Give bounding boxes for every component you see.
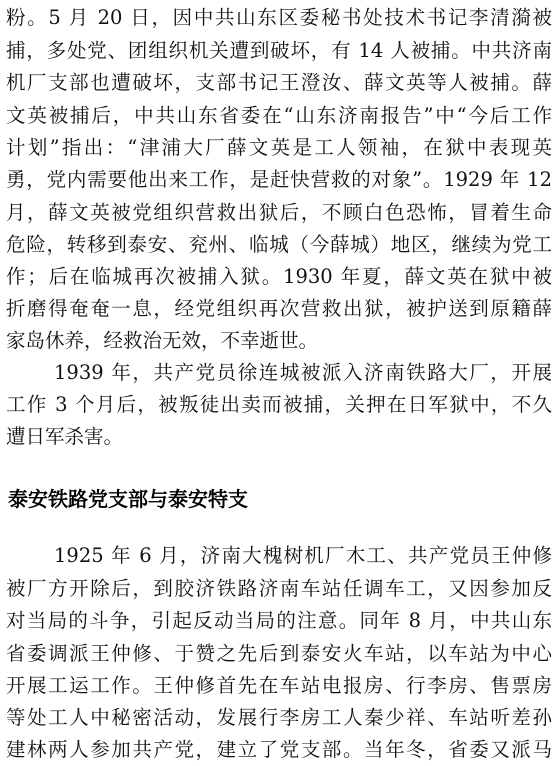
text-line: 工作 3 个月后，被叛徒出卖而被捕，关押在日军狱中，不久 (6, 393, 552, 416)
text-line: 对当局的斗争，引起反动当局的注意。同年 8 月，中共山东 (6, 609, 552, 632)
section-heading: 泰安铁路党支部与泰安特支 (8, 487, 248, 511)
text-line: 勇，党内需要他出来工作，是赶快营救的对象”。1929 年 12 (6, 168, 552, 191)
text-line: 家岛休养，经救治无效，不幸逝世。 (6, 329, 319, 352)
text-line: 折磨得奄奄一息，经党组织再次营救出狱，被护送到原籍薛 (6, 297, 552, 320)
text-line: 开展工运工作。王仲修首先在车站电报房、行李房、售票房 (6, 674, 552, 697)
text-line: 遭日军杀害。 (6, 425, 124, 448)
text-line: 等处工人中秘密活动，发展行李房工人秦少祥、车站听差孙 (6, 706, 552, 729)
text-line: 作；后在临城再次被捕入狱。1930 年夏，薛文英在狱中被 (6, 265, 552, 288)
text-line: 月，薛文英被党组织营救出狱后，不顾白色恐怖，冒着生命 (6, 201, 552, 224)
text-line: 粉。5 月 20 日，因中共山东区委秘书处技术书记李清漪被 (6, 6, 552, 29)
text-line: 危险，转移到泰安、兖州、临城（今薛城）地区，继续为党工 (6, 233, 552, 256)
text-line: 文英被捕后，中共山东省委在“山东济南报告”中“今后工作 (6, 104, 552, 127)
text-line: 建林两人参加共产党，建立了党支部。当年冬，省委又派马 (6, 738, 552, 761)
text-line: 1939 年，共产党员徐连城被派入济南铁路大厂，开展 (54, 361, 552, 384)
text-line: 机厂支部也遭破坏，支部书记王澄汝、薛文英等人被捕。薛 (6, 71, 552, 94)
text-line: 捕，多处党、团组织机关遭到破坏，有 14 人被捕。中共济南 (6, 39, 552, 62)
text-line: 1925 年 6 月，济南大槐树机厂木工、共产党员王仲修 (54, 544, 552, 567)
text-line: 被厂方开除后，到胶济铁路济南车站任调车工，又因参加反 (6, 577, 552, 600)
text-line: 省委调派王仲修、于赞之先后到泰安火车站，以车站为中心 (6, 642, 552, 665)
text-line: 计划”指出：“津浦大厂薛文英是工人领袖，在狱中表现英 (6, 136, 552, 159)
